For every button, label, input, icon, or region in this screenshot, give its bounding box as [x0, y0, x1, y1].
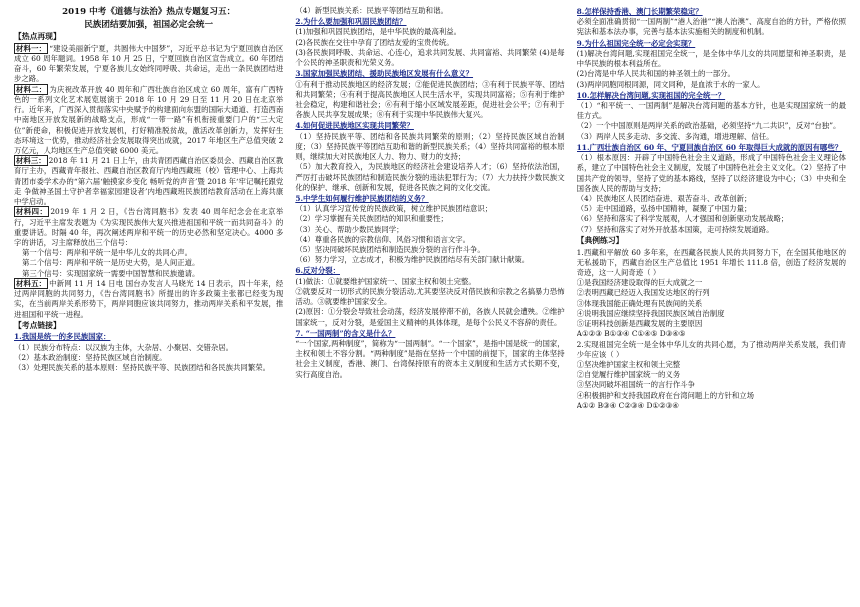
q3-text: ①有利于推动民族地区的经济发展；②能促进民族团结；③有利于民族平等、团结和共同繁荣；④有利于提高民族地区人民生活水平，实现共同富裕；⑤有利于维护社会稳定，构建和谐社会；⑥有利于缩小区域发展差距，促进社会公平；⑦有利于各族人民共享发展成果；⑧有利于实现中华民族伟大复兴。: [295, 79, 565, 120]
material-4: [14, 207, 283, 248]
practice-line: ②表明西藏已经迈入我国发达地区的行列: [576, 288, 710, 298]
practice-answer-options: A①② B③④ C②③④ D①②③④: [576, 400, 679, 410]
q2-item: (2)各民族在交往中孕育了团结友爱的宝贵传统。: [295, 37, 454, 47]
q5-item: （4）尊重各民族的宗教信仰、风俗习惯和语言文字。: [295, 234, 471, 244]
practice-line: ④说明我国应继续坚持我国民族区域自治制度: [576, 308, 725, 318]
material-text: 2018 年 11 月 21 日上午，由共青团西藏自治区委员会、西藏自治区教育厅主办，西藏青年报社、西藏自治区教育厅内地西藏班（校）管理中心、上海共青团市委学术办的“第六届‘触摸家乡变化 畅听党的声音’暨 2018 年‘牢记嘱托跟党走 争做神圣国土守护者幸福家园建设者’内地西藏班民族团结教育活动在上海共康中学启动。: [14, 156, 284, 207]
q6-item: (2)原因：①分裂会导致社会动荡，经济发展停滞不前，各族人民就会遭殃。②维护国家统一，反对分裂，是爱国主义精神的具体体现，是每个公民义不容辞的责任。: [295, 307, 565, 327]
signal-2: 第二个信号：两岸和平统一是历史大势，是人间正道。: [22, 258, 200, 268]
material-text: 2019 年 1 月 2 日，《告台湾同胞书》发表 40 周年纪念会在北京举行，习近平主席发表题为《为实现民族伟大复兴推进祖国和平统一而共同奋斗》的重要讲话。时隔 40 年，再次阐述两岸和平统一的历史必然和坚定决心。4000 多字的讲话，习主席释放出三个信号：: [14, 207, 284, 247]
practice-line: 1.西藏和平解放 60 多年来，在西藏各民族人民的共同努力下，在全国其他地区的无私援助下，西藏自治区生产总值比 1951 年增长 111.8 倍，创造了经济发展的奇迹，这一人间奇迹（ ）: [576, 247, 846, 277]
q7-text: “一个国家,两种制度”，简称为“一国两制”。“一个国家”，是指中国是统一的国家，主权和领土不容分割。“两种制度”是指在坚持一个中国的前提下，国家的主体坚持社会主义制度，香港、澳门、台湾保持原有的资本主义制度和生活方式长期不变，实行高度自治。: [295, 339, 565, 379]
question-3-heading: 3.国家加强民族团结、援助民族地区发展有什么意义？: [295, 69, 474, 79]
practice-line: ①坚决维护国家主权和领土完整: [576, 359, 681, 369]
left-column: [14, 6, 283, 601]
material-text: 为庆祝改革开放 40 周年和广西壮族自治区成立 60 周年，富有广西特色的一系列文化艺术展览展演于 2018 年 10 月 29 日至 11 月 20 日在北京举行。近年来，广西深入贯彻落实中央赋予的构建面向东盟的国际大通道、打造西南中南地区开放发展新的战略支点，形成“一带一路”有机衔接重要门户的“三大定位”新使命，积极促进开放发展机，打好精准脱贫战，激活改革创新力，发挥好生态环境这一优势，推动经济社会发展取得突出成就，2017 年地区生产总值突破 2 万亿元，人均地区生产总值突破 6000 美元。: [14, 84, 284, 155]
q9-item: (1)解决台湾问题,实现祖国完全统一，是全体中华儿女的共同愿望和神圣职责，是中华民族的根本利益所在。: [576, 48, 846, 69]
question-4-heading: 4.如何促进民族地区实现共同繁荣？: [295, 121, 414, 131]
q11-item: （1）根本原因：开辟了中国特色社会主义道路，形成了中国特色社会主义理论体系，建立了中国特色社会主义制度，发展了中国特色社会主义文化。（2）坚持了中国共产党的领导，坚持了党的基本路线，坚持了以经济建设为中心；（3）中央和全国各族人民的帮助与支持；: [576, 153, 846, 193]
q9-item: (3)两岸同胞同根同源，同文同种，是血浓于水的一家人。: [576, 79, 765, 89]
practice-header: 【典例练习】: [576, 235, 624, 245]
q5-item: （2）学习掌握有关民族团结的知识和重要性；: [295, 214, 448, 224]
q1-tail: （4）新型民族关系：民族平等团结互助和谐。: [295, 6, 448, 15]
question-7-heading: 7. “一国两制”的含义是什么？: [295, 328, 396, 338]
q5-item: （1）认真学习宣传党的民族政策，树立维护民族团结意识；: [295, 204, 493, 214]
doc-title-line2: 民族团结要加强，祖国必定会统一: [84, 20, 214, 31]
q4-item: （5）加大教育投入，为民族地区的经济社会建设培养人才；（6）坚持依法治国，严厉打击破坏民族团结和制造民族分裂的违法犯罪行为；（7）大力扶持少数民族文化的保护、继承、创新和发展，促进各民族之间的文化交流。: [295, 162, 565, 192]
question-6-heading: 6.反对分裂：: [295, 266, 340, 276]
q5-item: （3）关心、帮助少数民族同学；: [295, 224, 404, 234]
q1-item: （3）处理民族关系的基本原则：坚持民族平等、民族团结和各民族共同繁荣。: [14, 363, 270, 373]
practice-answer-options: A①②③ B①③④ C①④⑤ D③④⑤: [576, 329, 686, 339]
question-2-heading: 2.为什么要加强和巩固民族团结？: [295, 17, 407, 27]
question-5-heading: 5.中学生如何履行维护民族团结的义务？: [295, 193, 429, 203]
practice-line: ③体现我国能正确处理有民族间的关系: [576, 298, 703, 308]
question-11-heading: 11.广西壮族自治区 60 年、宁夏回族自治区 60 年取得巨大成就的原因有哪些？: [576, 142, 843, 152]
practice-line: 2.实现祖国完全统一是全体中华儿女的共同心愿，为了推动两岸关系发展，我们青少年应该（ ）: [576, 339, 846, 359]
material-2: [14, 85, 283, 157]
signal-3: 第三个信号：实现国家统一需要中国智慧和民族邀请。: [22, 268, 200, 278]
question-8-heading: 8.怎样保持香港、澳门长期繁荣稳定？: [576, 7, 703, 16]
practice-line: ③坚决同破坏祖国统一的言行作斗争: [576, 380, 695, 390]
material-1: [14, 44, 283, 85]
middle-column: [295, 6, 564, 601]
material-tag: 材料四：: [16, 207, 48, 217]
material-text: 中新网 11 月 14 日电 国台办发言人马晓光 14 日表示，四十年来，经过两岸同胞的共同努力，《告台湾同胞书》所提出的许多政策主张都已经变为现实，在当前两岸关系形势下，两岸同胞应该共同努力，推动两岸关系和平发展，推进祖国和平统一进程。: [14, 278, 284, 319]
practice-line: ④积极拥护和支持我国政府在台湾问题上的方针和立场: [576, 390, 755, 400]
q2-item: (3)各民族同呼吸、共命运、心连心，追求共同发展、共同富裕、共同繁荣 (4)是每个公民的神圣职责和光荣义务。: [295, 47, 565, 68]
q6-item: ②就要反对一切形式的民族分裂活动,尤其要坚决反对借民族和宗教之名搞暴力恐怖活动。③就要维护国家安全。: [295, 286, 565, 307]
right-column: [577, 6, 846, 601]
q4-item: （1）坚持民族平等、团结和各民族共同繁荣的原则；（2）坚持民族区域自治制度；（3）坚持民族平等团结互助和谐的新型民族关系；（4）坚持共同富裕的根本原则，继续加大对民族地区人力、物力、财力的支持；: [295, 131, 565, 162]
q11-item: （6）坚持和落实了科学发展观，人才强国和创新驱动发展战略；: [576, 214, 789, 224]
material-tag: 材料三：: [16, 156, 46, 166]
doc-title-line1: 2019 中考《道德与法治》热点专题复习五：: [62, 7, 236, 17]
q1-item: （2）基本政治制度：坚持民族区域自治制度。: [14, 352, 167, 362]
q11-item: （5）走中国道路，弘扬中国精神，凝聚了中国力量；: [576, 204, 752, 214]
q2-item: (1)加强和巩固民族团结，是中华民族的最高利益。: [295, 27, 462, 37]
signal-1: 第一个信号：两岸和平统一是中华儿女的共同心声。: [22, 248, 192, 258]
practice-line: ⑤证明科技创新是西藏发展的主要原因: [576, 319, 703, 329]
q6-item: (1)做法：①就要维护国家统一、国家主权和领土完整。: [295, 276, 476, 286]
material-tag: 材料五：: [16, 278, 47, 288]
material-3: [14, 156, 283, 207]
material-5: [14, 279, 283, 320]
hot-topic-header: 【热点再现】: [14, 32, 61, 42]
practice-line: ②自觉履行维护国家统一的义务: [576, 370, 681, 380]
q9-item: (2)台湾是中华人民共和国的神圣领土的一部分。: [576, 69, 735, 79]
q10-item: （2）一个中国原则是两岸关系的政治基础，必须坚持“九二共识”，反对“台独”。: [576, 121, 841, 131]
q10-item: （3）两岸人民多走动、多交流、多沟通，增进理解、信任。: [576, 131, 774, 141]
question-10-heading: 10.怎样解决台湾问题,实现祖国的完全统一？: [576, 90, 726, 100]
material-text: “建设美丽新宁夏，共圆伟大中国梦”，习近平总书记为宁夏回族自治区成立 60 周年题词。1958 年 10 月 25 日，宁夏回族自治区宣告成立。60 年团结奋斗，60 年繁荣发展，宁夏各族儿女始终同呼吸、共命运，走出一条民族团结进步之路。: [14, 43, 284, 84]
q5-item: （6）努力学习，立志成才，积极为维护民族团结尽有关部门献计献策。: [295, 255, 530, 265]
q5-item: （5）坚决同破坏民族团结和制造民族分裂的言行作斗争。: [295, 245, 485, 255]
q1-item: （1）民族分布特点：以汉族为主体，大杂居、小聚居、交错杂居。: [14, 342, 234, 352]
q8-text: 必须全面准确贯彻“一国两制”“港人治港”“澳人治澳”、高度自治的方针，严格依照宪法和基本法办事，完善与基本法实施相关的制度和机制。: [576, 17, 846, 37]
question-1-heading: 1.我国是统一的多民族国家：: [14, 332, 111, 342]
q11-item: （7）坚持和落实了对外开放基本国策，走可持续发展道路。: [576, 224, 774, 234]
material-tag: 材料一：: [16, 43, 47, 53]
link-header: 【考点链接】: [14, 320, 61, 330]
q10-item: （1）“和平统一、一国两制”是解决台湾问题的基本方针，也是实现国家统一的最佳方式。: [576, 100, 846, 121]
question-9-heading: 9.为什么祖国完全统一必定会实现？: [576, 38, 696, 48]
practice-line: ①是我国经济建设取得的巨大成就之一: [576, 278, 703, 288]
material-tag: 材料二：: [16, 84, 47, 94]
q11-item: （4）民族地区人民团结奋进、艰苦奋斗、改革创新；: [576, 193, 752, 203]
